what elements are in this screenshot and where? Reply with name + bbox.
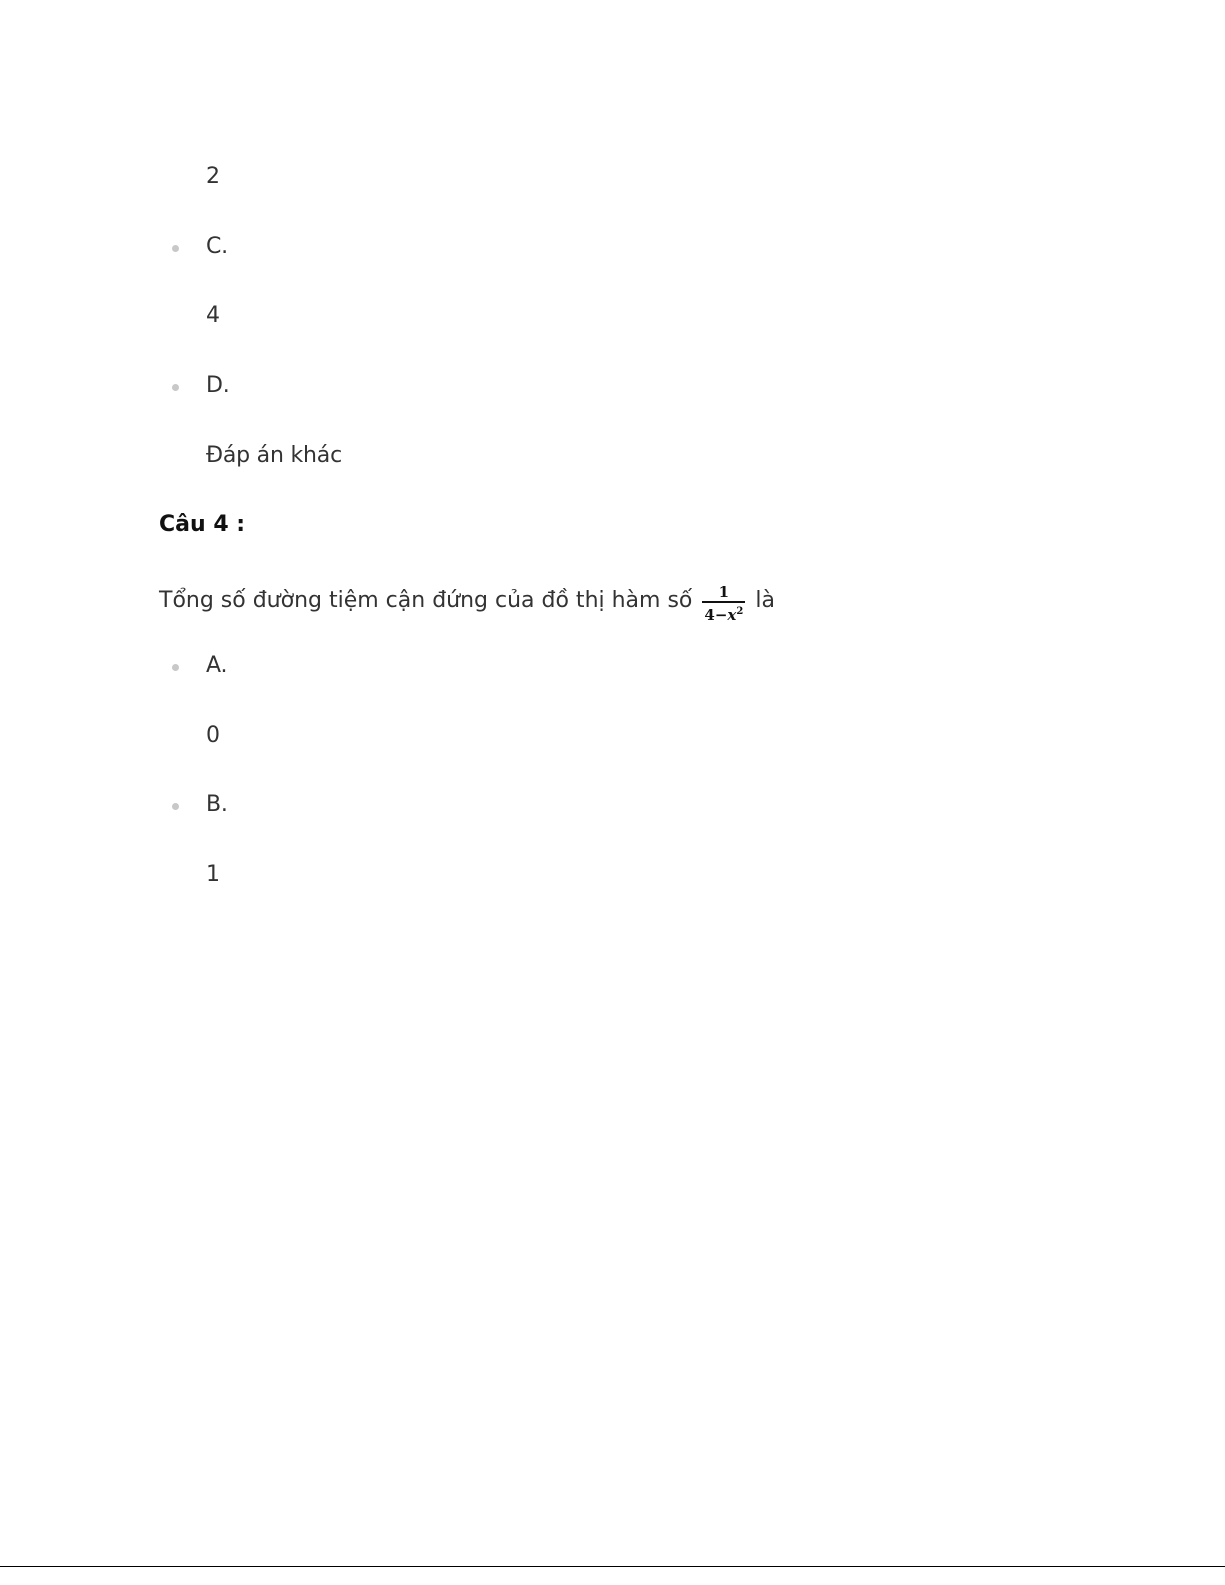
- denominator-base: 4−: [704, 605, 728, 624]
- option-c-label[interactable]: C.: [206, 234, 228, 259]
- question-text: [159, 582, 775, 624]
- bullet-icon: [172, 245, 179, 252]
- question-text-before: Tổng số đường tiệm cận đứng của đồ thị hàm số: [159, 588, 693, 614]
- page-bottom-rule: [0, 1566, 1225, 1567]
- option-b-answer: 2: [206, 164, 220, 189]
- option-d-answer: Đáp án khác: [206, 443, 342, 468]
- denominator-exponent: 2: [736, 605, 744, 617]
- option-a-label[interactable]: A.: [206, 653, 228, 678]
- denominator-variable: x: [727, 605, 737, 624]
- bullet-icon: [172, 803, 179, 810]
- formula-fraction: [702, 584, 745, 623]
- option-b-label[interactable]: B.: [206, 792, 228, 817]
- option-b-answer: 1: [206, 862, 220, 887]
- question-text-after: là: [755, 588, 775, 614]
- bullet-icon: [172, 664, 179, 671]
- formula-denominator: [702, 604, 745, 623]
- option-a-answer: 0: [206, 723, 220, 748]
- question-title: Câu 4 :: [159, 512, 246, 537]
- fraction-bar: [702, 601, 745, 603]
- bullet-icon: [172, 384, 179, 391]
- option-d-label[interactable]: D.: [206, 373, 230, 398]
- option-c-answer: 4: [206, 303, 220, 328]
- formula-numerator: 1: [718, 583, 730, 601]
